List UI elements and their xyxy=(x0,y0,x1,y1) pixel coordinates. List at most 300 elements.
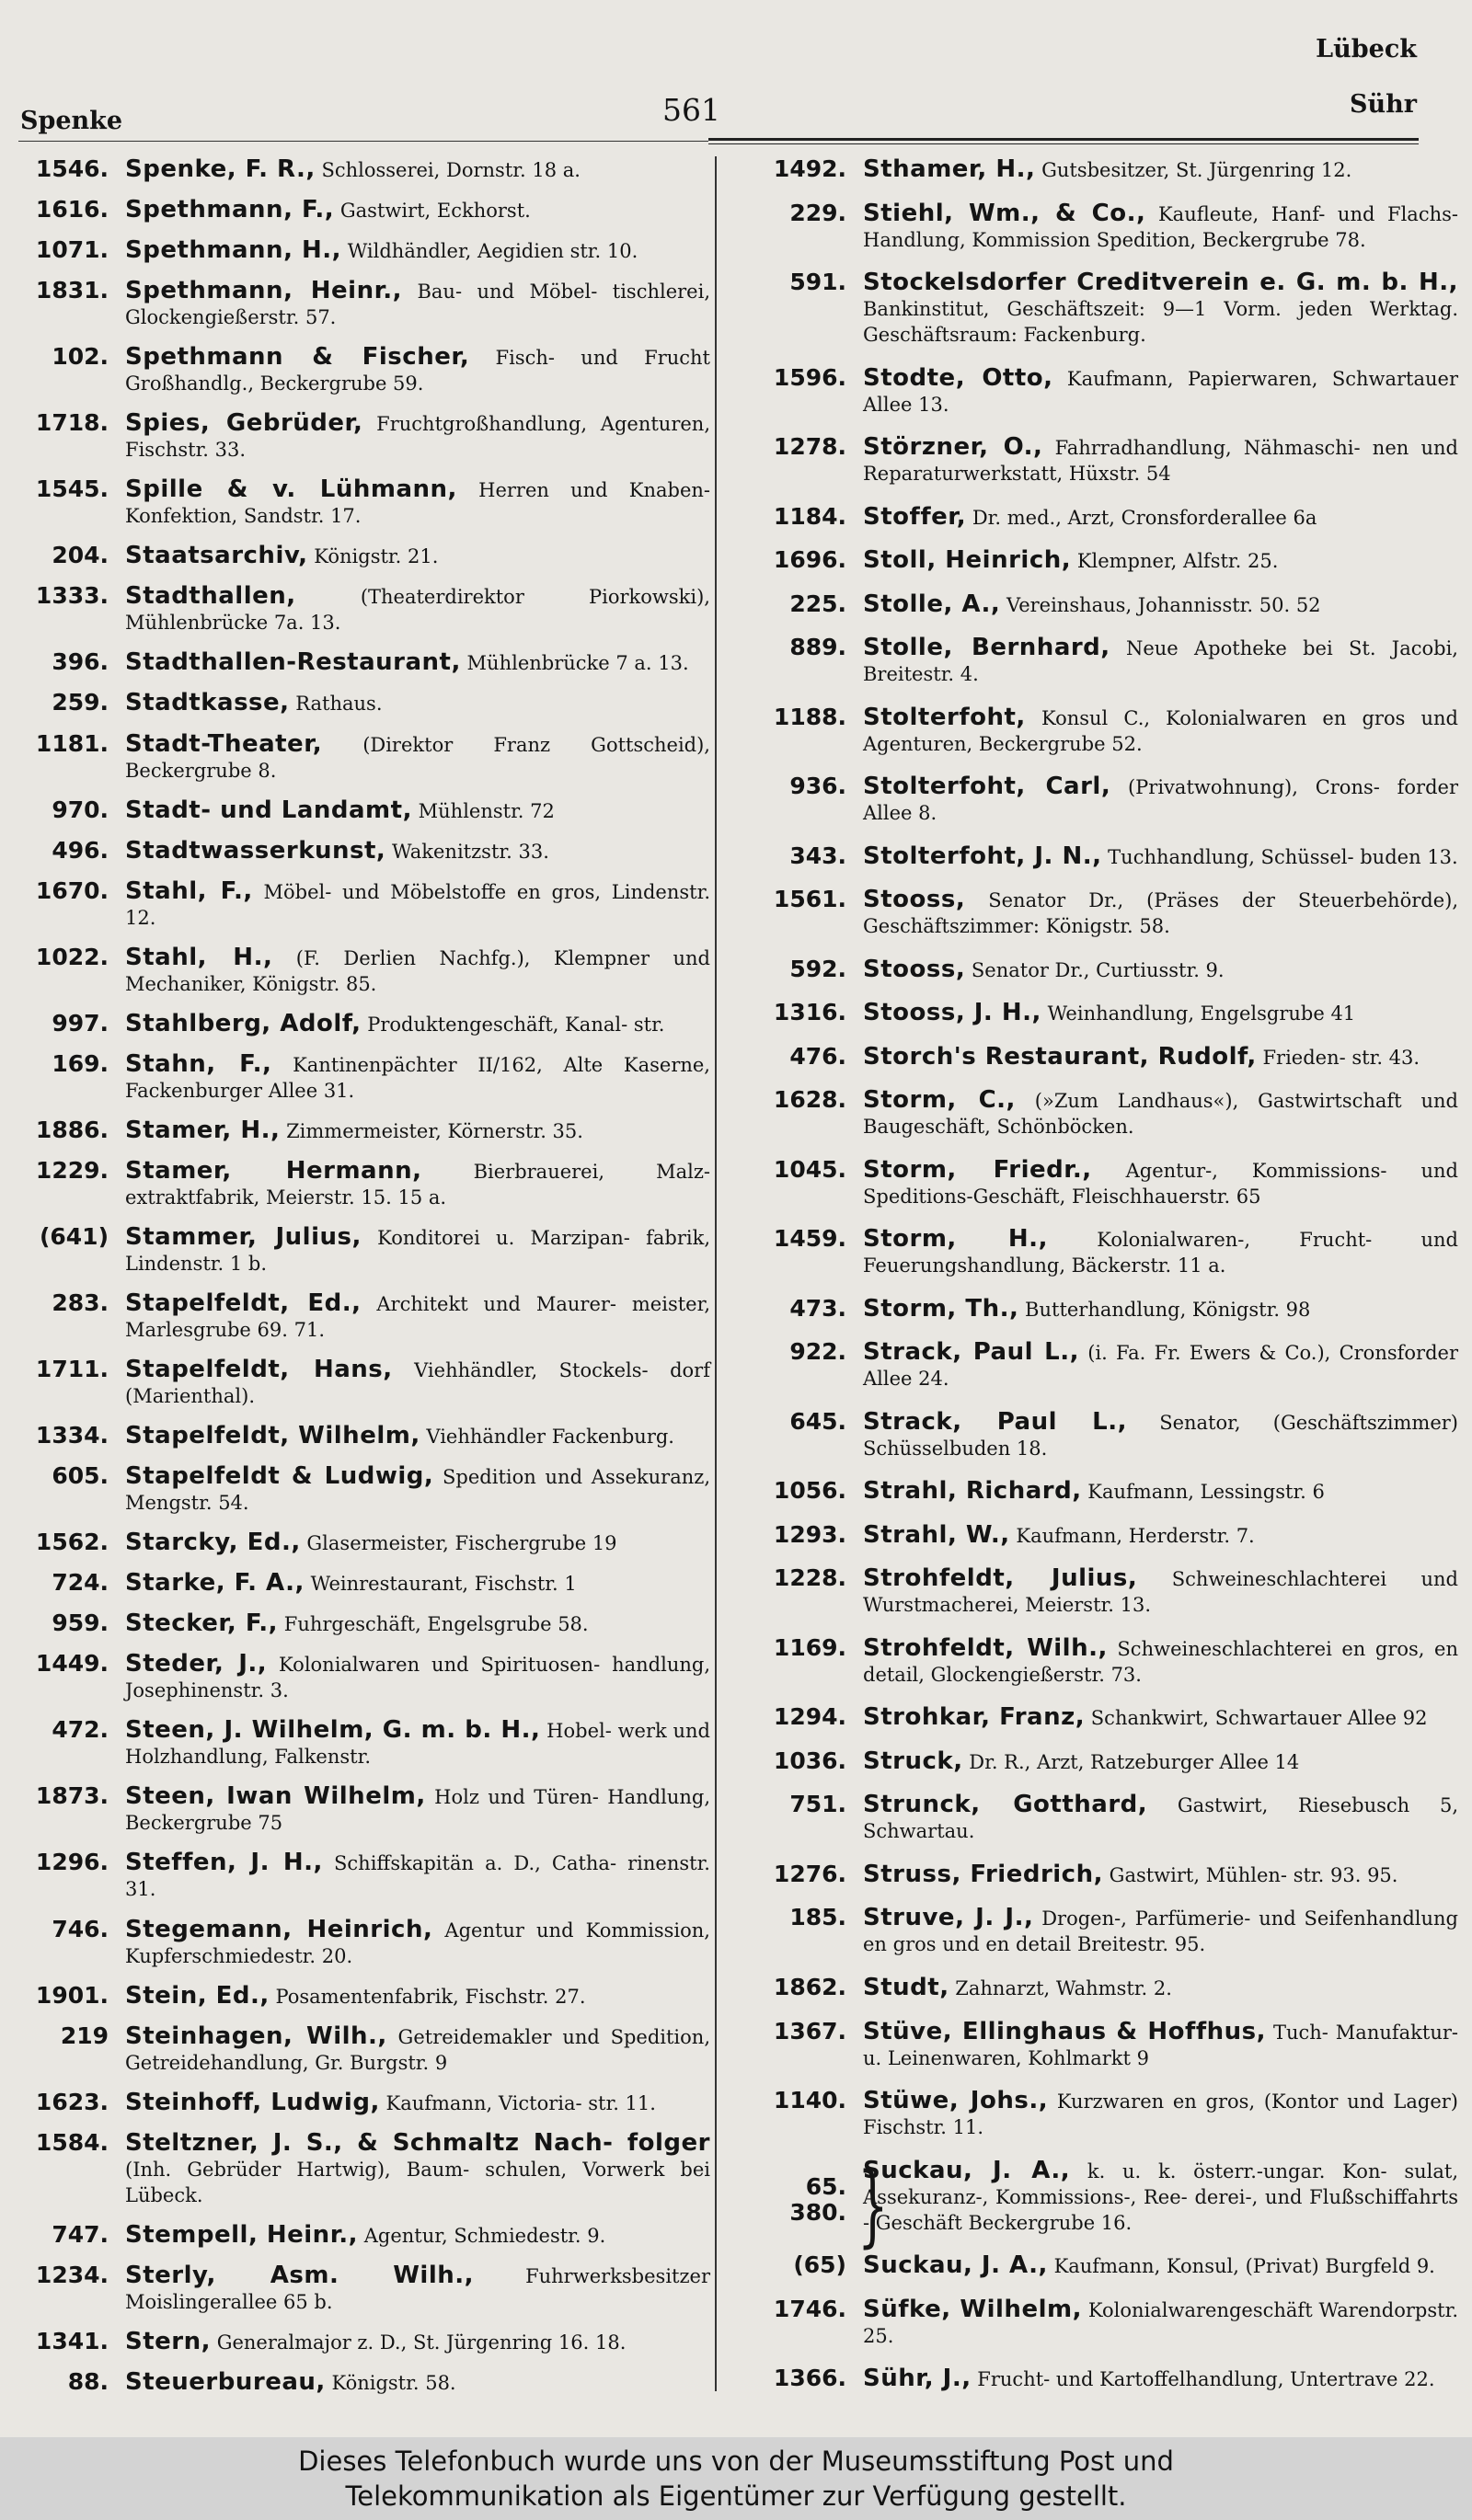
entry-text xyxy=(125,1423,710,1449)
directory-entry xyxy=(9,2090,710,2116)
entry-text xyxy=(863,504,1458,531)
entry-name: Storch's Restaurant, Rudolf, xyxy=(863,1042,1257,1071)
entry-name: Stodte, Otto, xyxy=(863,363,1053,392)
entry-details: Kantinenpächter II/162, Alte Kaserne, Fackenburger Allee 31. xyxy=(125,1053,710,1102)
page-header xyxy=(0,0,1472,156)
entry-text xyxy=(863,591,1458,618)
entry-number: 1296. xyxy=(35,1849,109,1876)
entry-number: 1492. xyxy=(773,155,846,182)
entry-details: Kolonialwaren und Spirituosen- handlung, Josephinenstr. 3. xyxy=(125,1654,710,1702)
directory-entry xyxy=(9,1917,710,1969)
entry-details: Zimmermeister, Körnerstr. 35. xyxy=(286,1119,583,1142)
directory-entry xyxy=(9,2023,710,2076)
directory-entry xyxy=(727,773,1458,826)
entry-text xyxy=(125,278,710,330)
directory-entry xyxy=(9,1529,710,1556)
entry-details: Produktengeschäft, Kanal- str. xyxy=(367,1013,665,1036)
entry-details: Senator, (Geschäftszimmer) Schüsselbuden 18. xyxy=(863,1411,1458,1460)
directory-entry xyxy=(9,1570,710,1597)
directory-entry xyxy=(9,543,710,569)
entry-details: Vereinshaus, Johannisstr. 50. 52 xyxy=(1006,593,1321,616)
entry-name: Stadt-Theater, xyxy=(125,729,323,758)
entry-number: 1561. xyxy=(773,886,846,913)
entry-text xyxy=(125,2262,710,2315)
directory-entry xyxy=(727,591,1458,618)
directory-entry xyxy=(727,1522,1458,1549)
directory-entry xyxy=(727,156,1458,183)
entry-details: Frieden- str. 43. xyxy=(1262,1046,1420,1069)
entry-text xyxy=(125,1011,710,1037)
entry-text xyxy=(125,2090,710,2116)
entry-text xyxy=(863,1635,1458,1688)
directory-entry xyxy=(9,1158,710,1210)
entry-details: Gastwirt, Eckhorst. xyxy=(339,200,531,223)
entry-number: 747. xyxy=(52,2220,109,2248)
entry-details: Gutsbesitzer, St. Jürgenring 12. xyxy=(1041,159,1352,181)
entry-number: 592. xyxy=(789,955,846,982)
entry-text xyxy=(863,434,1458,487)
entry-name: Steffen, J. H., xyxy=(125,1849,323,1877)
entry-text xyxy=(125,1224,710,1277)
directory-entry xyxy=(727,1704,1458,1731)
entry-number: 1334. xyxy=(35,1422,109,1449)
directory-entry xyxy=(727,1975,1458,2001)
entry-name: Stahlberg, Adolf, xyxy=(125,1009,362,1037)
entry-details: Zahnarzt, Wahmstr. 2. xyxy=(955,1976,1172,1999)
entry-text xyxy=(863,2252,1458,2279)
entry-number: 1562. xyxy=(35,1529,109,1556)
directory-entry xyxy=(727,956,1458,983)
entry-text xyxy=(125,945,710,997)
entry-text xyxy=(863,1704,1458,1731)
entry-text xyxy=(125,410,710,463)
entry-text xyxy=(125,156,710,183)
directory-entry xyxy=(9,690,710,716)
entry-text xyxy=(863,1409,1458,1461)
directory-entry xyxy=(727,547,1458,574)
entry-number: 473. xyxy=(789,1294,846,1322)
entry-details: Fuhrgeschäft, Engelsgrube 58. xyxy=(283,1613,589,1636)
entry-text xyxy=(863,1157,1458,1209)
entry-text xyxy=(125,1917,710,1969)
directory-entry xyxy=(9,1224,710,1277)
entry-name: Stern, xyxy=(125,2327,211,2355)
entry-details: Wildhändler, Aegidien str. 10. xyxy=(347,240,638,263)
page-number: 561 xyxy=(662,92,720,128)
entry-number-group xyxy=(727,2158,863,2226)
directory-entry xyxy=(9,945,710,997)
entry-text xyxy=(863,1522,1458,1549)
entry-number: 1616. xyxy=(35,196,109,223)
entry-text xyxy=(863,1905,1458,1957)
entry-details: Holz und Türen- Handlung, Beckergrube 75 xyxy=(125,1786,710,1835)
entry-text xyxy=(125,543,710,569)
entry-number: 1229. xyxy=(35,1156,109,1184)
directory-entry xyxy=(9,344,710,396)
entry-details: (»Zum Landhaus«), Gastwirtschaft und Baugeschäft, Schönböcken. xyxy=(863,1090,1458,1139)
entry-number: 1181. xyxy=(35,729,109,757)
directory-entry xyxy=(9,797,710,824)
entry-number: (65) xyxy=(793,2251,846,2279)
entry-number: 1449. xyxy=(35,1650,109,1678)
entry-text xyxy=(863,1339,1458,1392)
entry-details: Weinrestaurant, Fischstr. 1 xyxy=(310,1573,577,1596)
entry-number: 396. xyxy=(52,648,109,676)
entry-details: Kaufleute, Hanf- und Flachs-Handlung, Kommission Spedition, Beckergrube 78. xyxy=(863,202,1458,251)
entry-name: Stein, Ed., xyxy=(125,1981,270,2010)
directory-entry xyxy=(727,2153,1458,2257)
entry-details: (Theaterdirektor Piorkowski), Mühlenbrücke 7a. 13. xyxy=(125,586,710,635)
entry-number: (641) xyxy=(39,1222,109,1250)
notice-line-1: Dieses Telefonbuch wurde uns von der Museumsstiftung Post und xyxy=(298,2446,1174,2477)
entry-details: Kaufmann, Lessingstr. 6 xyxy=(1087,1481,1325,1504)
entry-text xyxy=(125,797,710,824)
entry-name: Stempell, Heinr., xyxy=(125,2220,359,2249)
directory-entry xyxy=(727,269,1458,348)
directory-entry xyxy=(9,731,710,784)
directory-entry xyxy=(9,1463,710,1516)
entry-number: 1140. xyxy=(773,2087,846,2114)
directory-entry xyxy=(9,1117,710,1144)
entry-number: 1278. xyxy=(773,433,846,461)
entry-name: Steinhoff, Ludwig, xyxy=(125,2088,380,2116)
entry-number: 1623. xyxy=(35,2088,109,2115)
entry-name: Strohkar, Franz, xyxy=(863,1703,1086,1732)
entry-details: Generalmajor z. D., St. Jürgenring 16. 18. xyxy=(216,2331,627,2354)
directory-entry xyxy=(9,1783,710,1836)
entry-text xyxy=(125,1610,710,1637)
entry-number: 219 xyxy=(60,2022,109,2049)
entry-name: Struve, J. J., xyxy=(863,1904,1034,1932)
entry-number: 472. xyxy=(52,1716,109,1744)
entry-number: 936. xyxy=(789,773,846,800)
entry-text xyxy=(863,1087,1458,1140)
directory-entry xyxy=(727,1044,1458,1071)
directory-entry xyxy=(727,2019,1458,2071)
entry-details: Schankwirt, Schwartauer Allee 92 xyxy=(1090,1707,1428,1730)
entry-number: 1169. xyxy=(773,1633,846,1661)
entry-number: 1873. xyxy=(35,1782,109,1810)
entry-number: 1293. xyxy=(773,1520,846,1548)
entry-details: Senator Dr., (Präses der Steuerbehörde), Geschäftszimmer: Königstr. 58. xyxy=(863,889,1458,938)
directory-entry xyxy=(727,1748,1458,1775)
entry-number: 1036. xyxy=(773,1747,846,1774)
entry-name: Stoll, Heinrich, xyxy=(863,546,1072,575)
entry-name: Steen, Iwan Wilhelm, xyxy=(125,1782,426,1811)
entry-number: 1333. xyxy=(35,582,109,610)
entry-number: 259. xyxy=(52,689,109,716)
entry-number: 380. xyxy=(789,2198,846,2226)
directory-entry xyxy=(9,878,710,931)
directory-entry xyxy=(727,2252,1458,2279)
entry-name: Studt, xyxy=(863,1973,949,2001)
entry-text xyxy=(125,1850,710,1902)
entry-details: Hobel- werk und Holzhandlung, Falkenstr. xyxy=(125,1720,710,1769)
entry-number: 751. xyxy=(789,1791,846,1818)
entry-text xyxy=(125,237,710,264)
entry-number: 102. xyxy=(52,343,109,371)
entry-name: Strohfeldt, Wilh., xyxy=(863,1633,1108,1662)
entry-number: 605. xyxy=(52,1462,109,1490)
entry-name: Spethmann, H., xyxy=(125,236,342,265)
entry-text xyxy=(863,1748,1458,1775)
entry-name: Stolterfoht, xyxy=(863,703,1026,731)
directory-entry xyxy=(727,1339,1458,1392)
entry-number: 1596. xyxy=(773,363,846,391)
entry-name: Stapelfeldt & Ludwig, xyxy=(125,1462,434,1491)
entry-name: Stooss, xyxy=(863,955,966,983)
entry-name: Stolle, A., xyxy=(863,590,1001,618)
entry-name: Spethmann, F., xyxy=(125,196,335,224)
entry-text xyxy=(863,843,1458,870)
notice-line-2: Telekommunikation als Eigentümer zur Verfügung gestellt. xyxy=(345,2480,1127,2512)
entry-number: 229. xyxy=(789,199,846,226)
entry-text xyxy=(125,1783,710,1836)
directory-entry xyxy=(727,1000,1458,1026)
entry-name: Stooss, xyxy=(863,886,966,914)
entry-name: Struck, xyxy=(863,1747,963,1775)
directory-entry xyxy=(727,504,1458,531)
entry-text xyxy=(125,583,710,636)
entry-name: Strack, Paul L., xyxy=(863,1338,1079,1367)
entry-number: 1886. xyxy=(35,1116,109,1143)
directory-entry xyxy=(9,2222,710,2249)
entry-text xyxy=(125,878,710,931)
directory-entry xyxy=(727,365,1458,418)
entry-number: 1670. xyxy=(35,876,109,904)
entry-text xyxy=(863,200,1458,253)
entry-text xyxy=(863,887,1458,939)
entry-details: Herren und Knaben-Konfektion, Sandstr. 17. xyxy=(125,479,710,528)
entry-details: Agentur und Kommission, Kupferschmiedestr. 20. xyxy=(125,1919,710,1967)
entry-details: Agentur-, Kommissions- und Speditions-Geschäft, Fleischhauerstr. 65 xyxy=(863,1159,1458,1208)
entry-text xyxy=(125,2023,710,2076)
entry-text xyxy=(863,269,1458,348)
directory-entry xyxy=(727,2365,1458,2392)
directory-entry xyxy=(9,2369,710,2396)
entry-details: Schiffskapitän a. D., Catha- rinenstr. 31. xyxy=(125,1852,710,1901)
entry-number: 1628. xyxy=(773,1086,846,1114)
entry-text xyxy=(863,2365,1458,2392)
entry-name: Strunck, Gotthard, xyxy=(863,1791,1148,1819)
entry-text xyxy=(125,690,710,716)
entry-text xyxy=(863,1792,1458,1844)
entry-details: Getreidemakler und Spedition, Getreidehandlung, Gr. Burgstr. 9 xyxy=(125,2025,710,2074)
entry-details: Schweineschlachterei und Wurstmacherei, Meierstr. 13. xyxy=(863,1568,1459,1617)
entry-name: Suckau, J. A., xyxy=(863,2251,1048,2280)
directory-entry xyxy=(727,1905,1458,1957)
ownership-notice xyxy=(0,2437,1472,2520)
entry-number: 1366. xyxy=(773,2365,846,2392)
entry-name: Stiehl, Wm., & Co., xyxy=(863,199,1146,227)
directory-entry xyxy=(9,583,710,636)
entry-name: Strohfeldt, Julius, xyxy=(863,1564,1138,1593)
entry-number: 724. xyxy=(52,1569,109,1597)
entry-name: Stadthallen, xyxy=(125,582,296,611)
entry-name: Stadthallen-Restaurant, xyxy=(125,648,461,677)
entry-number: 65. xyxy=(805,2172,846,2200)
entry-number: 1718. xyxy=(35,409,109,437)
entry-details: Butterhandlung, Königstr. 98 xyxy=(1025,1298,1311,1321)
entry-details: (Direktor Franz Gottscheid), Beckergrube 8. xyxy=(125,733,710,782)
entry-name: Stockelsdorfer Creditverein e. G. m. b. H., xyxy=(863,269,1458,297)
entry-text xyxy=(125,344,710,396)
entry-number: 1711. xyxy=(35,1356,109,1383)
entry-name: Stamer, Hermann, xyxy=(125,1156,422,1185)
entry-name: Starcky, Ed., xyxy=(125,1529,301,1557)
entry-number: 591. xyxy=(789,269,846,296)
entry-text xyxy=(863,1044,1458,1071)
directory-entry xyxy=(9,1610,710,1637)
entry-details: Gastwirt, Riesebusch 5, Schwartau. xyxy=(863,1794,1458,1843)
entry-name: Storm, H., xyxy=(863,1225,1048,1254)
entry-text xyxy=(125,197,710,223)
directory-entry xyxy=(9,1983,710,2010)
directory-entry xyxy=(727,2297,1458,2349)
entry-text xyxy=(125,1158,710,1210)
entry-text xyxy=(863,1478,1458,1505)
entry-text xyxy=(863,956,1458,983)
entry-text xyxy=(863,1000,1458,1026)
entry-name: Steen, J. Wilhelm, G. m. b. H., xyxy=(125,1716,541,1745)
entry-text xyxy=(125,649,710,676)
entry-name: Staatsarchiv, xyxy=(125,542,308,570)
entry-details: Neue Apotheke bei St. Jacobi, Breitestr. 4. xyxy=(863,637,1458,686)
entry-name: Stooss, J. H., xyxy=(863,999,1041,1027)
entry-details: Königstr. 58. xyxy=(331,2371,456,2394)
directory-entry xyxy=(727,1087,1458,1140)
header-last-entry: Sühr xyxy=(1350,90,1417,119)
directory-entry xyxy=(727,1157,1458,1209)
directory-entry xyxy=(727,1792,1458,1844)
entry-name: Stapelfeldt, Hans, xyxy=(125,1356,393,1384)
entry-name: Strack, Paul L., xyxy=(863,1407,1127,1436)
entry-details: Glasermeister, Fischergrube 19 xyxy=(306,1532,617,1555)
directory-entry xyxy=(9,1357,710,1409)
entry-number: 1831. xyxy=(35,277,109,304)
entry-name: Storm, C., xyxy=(863,1086,1016,1115)
brace-symbol: } xyxy=(857,2153,889,2257)
entry-text xyxy=(125,1570,710,1597)
directory-entry xyxy=(9,1717,710,1770)
entry-number: 1022. xyxy=(35,943,109,970)
entry-details: Dr. med., Arzt, Cronsforderallee 6a xyxy=(972,506,1317,529)
directory-entry xyxy=(727,843,1458,870)
entry-details: Tuch- Manufaktur- u. Leinenwaren, Kohlmarkt 9 xyxy=(863,2021,1458,2069)
entry-name: Sterly, Asm. Wilh., xyxy=(125,2261,475,2289)
entry-number: 959. xyxy=(52,1609,109,1637)
entry-name: Stahl, H., xyxy=(125,943,273,971)
entry-details: Senator Dr., Curtiusstr. 9. xyxy=(971,958,1225,981)
entry-details: Wakenitzstr. 33. xyxy=(392,840,549,863)
entry-text xyxy=(125,1290,710,1343)
entry-details: Viehhändler, Stockels- dorf (Marienthal). xyxy=(125,1359,710,1408)
entry-details: Schweineschlachterei en gros, en detail, Glockengießerstr. 73. xyxy=(863,1637,1458,1686)
directory-entry xyxy=(727,635,1458,687)
directory-entry xyxy=(9,649,710,676)
entry-text xyxy=(863,2088,1458,2140)
entry-details: Fruchtgroßhandlung, Agenturen, Fischstr. 33. xyxy=(125,413,710,462)
right-column xyxy=(727,156,1458,2410)
entry-text xyxy=(125,1983,710,2010)
entry-name: Strahl, W., xyxy=(863,1520,1010,1549)
directory-entry xyxy=(727,200,1458,253)
entry-name: Storm, Friedr., xyxy=(863,1155,1092,1184)
directory-entry xyxy=(727,1478,1458,1505)
entry-text xyxy=(863,2158,1458,2236)
entry-text xyxy=(863,1861,1458,1888)
directory-entry xyxy=(727,1409,1458,1461)
entry-number: 225. xyxy=(789,590,846,617)
entry-details: Kurzwaren en gros, (Kontor und Lager) Fischstr. 11. xyxy=(863,2090,1458,2139)
entry-name: Stegemann, Heinrich, xyxy=(125,1915,433,1943)
entry-details: Kolonialwaren-, Frucht- und Feuerungshandlung, Bäckerstr. 11 a. xyxy=(863,1229,1458,1277)
entry-details: Fahrradhandlung, Nähmaschi- nen und Reparaturwerkstatt, Hüxstr. 54 xyxy=(863,437,1458,486)
directory-entry xyxy=(9,2262,710,2315)
header-first-entry: Spenke xyxy=(20,107,123,135)
entry-name: Struss, Friedrich, xyxy=(863,1860,1103,1888)
entry-details: Tuchhandlung, Schüssel- buden 13. xyxy=(1108,845,1458,868)
entry-name: Steder, J., xyxy=(125,1650,268,1678)
entry-number: 204. xyxy=(52,542,109,569)
entry-number: 1901. xyxy=(35,1981,109,2009)
entry-number: 1459. xyxy=(773,1225,846,1253)
left-column xyxy=(9,156,710,2410)
entry-number: 88. xyxy=(67,2367,109,2395)
entry-number: 922. xyxy=(789,1338,846,1366)
entry-number: 1367. xyxy=(773,2017,846,2045)
entry-number: 1228. xyxy=(773,1564,846,1592)
entry-name: Süfke, Wilhelm, xyxy=(863,2295,1082,2323)
entry-details: Drogen-, Parfümerie- und Seifenhandlung en gros und en detail Breitestr. 95. xyxy=(863,1907,1458,1956)
entry-number: 1316. xyxy=(773,999,846,1026)
entry-details: (Inh. Gebrüder Hartwig), Baum- schulen, Vorwerk bei Lübeck. xyxy=(125,2158,710,2206)
entry-details: (Privatwohnung), Crons- forder Allee 8. xyxy=(863,776,1458,825)
entry-number: 889. xyxy=(789,634,846,661)
entry-details: Bankinstitut, Geschäftszeit: 9—1 Vorm. jeden Werktag. Geschäftsraum: Fackenburg. xyxy=(863,298,1458,347)
directory-entry xyxy=(9,2130,710,2208)
entry-number: 185. xyxy=(789,1904,846,1931)
entry-number: 645. xyxy=(789,1407,846,1435)
entry-name: Spies, Gebrüder, xyxy=(125,409,363,438)
entry-name: Stolle, Bernhard, xyxy=(863,634,1110,662)
directory-entry xyxy=(727,1296,1458,1323)
directory-entry xyxy=(9,476,710,529)
entry-name: Stolterfoht, J. N., xyxy=(863,842,1102,870)
entry-text xyxy=(125,1051,710,1104)
directory-entry xyxy=(727,1226,1458,1278)
entry-name: Stüwe, Johs., xyxy=(863,2087,1049,2115)
directory-entry xyxy=(9,197,710,223)
entry-name: Stadtkasse, xyxy=(125,689,290,717)
entry-number: 1746. xyxy=(773,2295,846,2322)
entry-number: 746. xyxy=(52,1915,109,1942)
entry-name: Stecker, F., xyxy=(125,1609,279,1638)
directory-entry xyxy=(9,2329,710,2355)
entry-number: 1188. xyxy=(773,703,846,730)
entry-details: Spedition und Assekuranz, Mengstr. 54. xyxy=(125,1466,710,1515)
entry-number: 1234. xyxy=(35,2261,109,2288)
entry-details: Mühlenstr. 72 xyxy=(418,799,555,822)
entry-name: Stüve, Ellinghaus & Hoffhus, xyxy=(863,2017,1267,2045)
entry-text xyxy=(863,1975,1458,2001)
entry-number: 997. xyxy=(52,1009,109,1037)
entry-number: 1056. xyxy=(773,1477,846,1505)
entry-number: 476. xyxy=(789,1042,846,1070)
directory-entry xyxy=(9,237,710,264)
entry-details: Möbel- und Möbelstoffe en gros, Lindenstr. 12. xyxy=(125,880,710,929)
entry-text xyxy=(125,838,710,865)
